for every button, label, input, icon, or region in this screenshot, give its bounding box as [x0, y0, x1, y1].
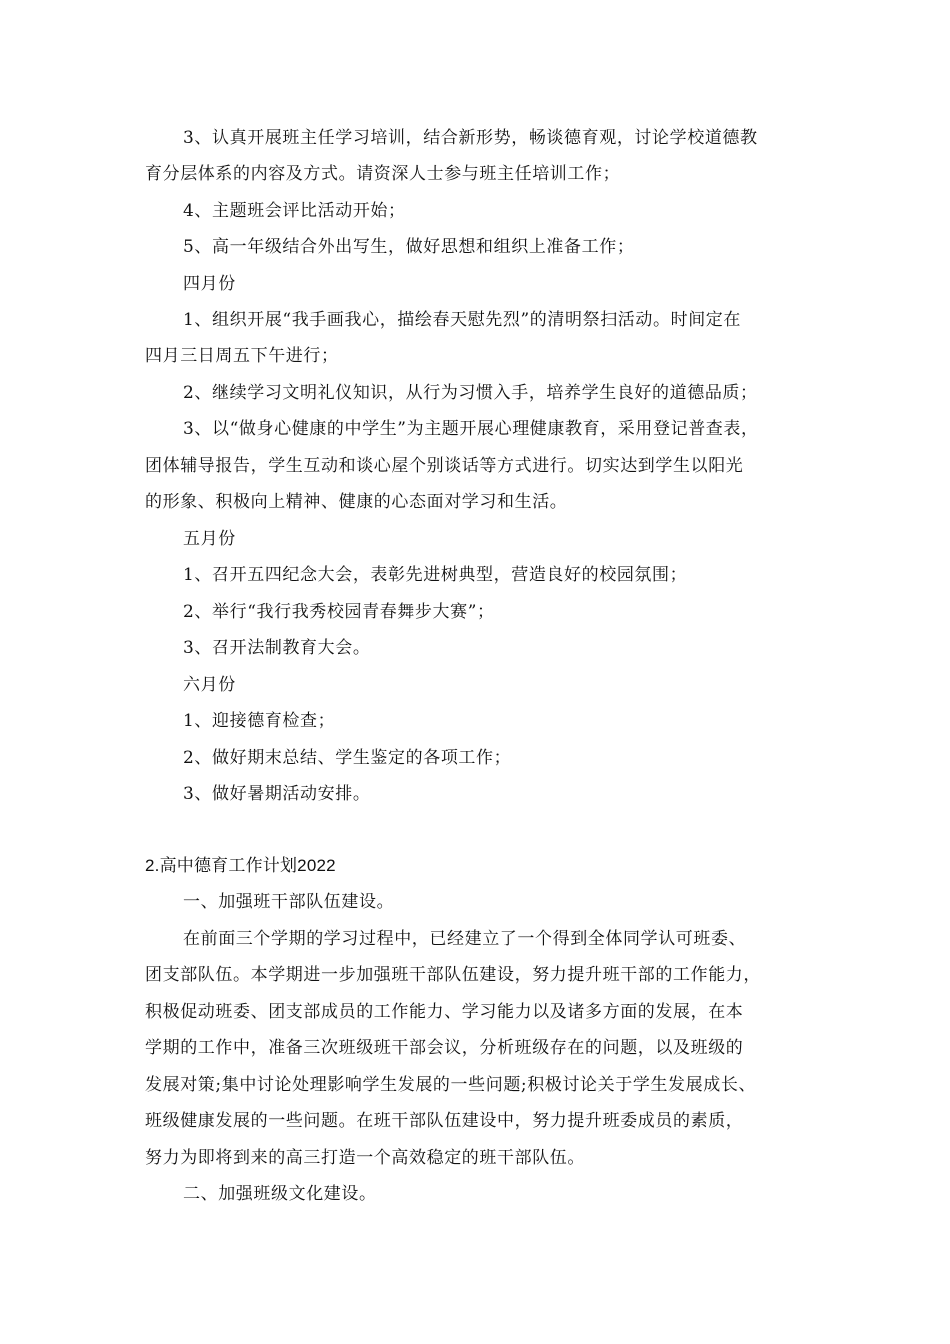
paragraph-line: 2、做好期末总结、学生鉴定的各项工作；	[183, 748, 512, 768]
paragraph-line: 1、迎接德育检查；	[183, 711, 336, 731]
paragraph-line: 育分层体系的内容及方式。请资深人士参与班主任培训工作；	[145, 164, 621, 184]
section-heading-may: 五月份	[183, 529, 236, 549]
paragraph-line: 2、继续学习文明礼仪知识，从行为习惯入手，培养学生良好的道德品质；	[183, 383, 758, 403]
paragraph-line: 积极促动班委、团支部成员的工作能力、学习能力以及诸多方面的发展，在本	[145, 1002, 744, 1022]
paragraph-line: 1、组织开展“我手画我心，描绘春天慰先烈”的清明祭扫活动。时间定在	[183, 310, 741, 330]
paragraph-line: 3、召开法制教育大会。	[183, 638, 371, 658]
paragraph-line: 团体辅导报告，学生互动和谈心屋个别谈话等方式进行。切实达到学生以阳光	[145, 456, 744, 476]
paragraph-line: 发展对策;集中讨论处理影响学生发展的一些问题;积极讨论关于学生发展成长、	[145, 1075, 757, 1095]
section-heading-april: 四月份	[183, 274, 236, 294]
paragraph-line: 3、以“做身心健康的中学生”为主题开展心理健康教育，采用登记普查表，	[183, 419, 759, 439]
paragraph-line: 的形象、积极向上精神、健康的心态面对学习和生活。	[145, 492, 568, 512]
paragraph-line: 学期的工作中，准备三次班级班干部会议，分析班级存在的问题，以及班级的	[145, 1038, 744, 1058]
paragraph-line: 班级健康发展的一些问题。在班干部队伍建设中，努力提升班委成员的素质，	[145, 1111, 744, 1131]
paragraph-line: 3、认真开展班主任学习培训，结合新形势，畅谈德育观，讨论学校道德教	[183, 128, 758, 148]
paragraph-line: 4、主题班会评比活动开始；	[183, 201, 406, 221]
paragraph-line: 3、做好暑期活动安排。	[183, 784, 371, 804]
paragraph-line: 团支部队伍。本学期进一步加强班干部队伍建设，努力提升班干部的工作能力，	[145, 965, 761, 985]
paragraph-line: 1、召开五四纪念大会，表彰先进树典型，营造良好的校园氛围；	[183, 565, 688, 585]
paragraph-line: 5、高一年级结合外出写生，做好思想和组织上准备工作；	[183, 237, 635, 257]
paragraph-line: 四月三日周五下午进行；	[145, 346, 339, 366]
section-heading-1: 一、加强班干部队伍建设。	[183, 892, 395, 912]
section-heading-2: 二、加强班级文化建设。	[183, 1184, 377, 1204]
paragraph-line: 努力为即将到来的高三打造一个高效稳定的班干部队伍。	[145, 1148, 585, 1168]
section-heading-june: 六月份	[183, 675, 236, 695]
document-subtitle: 2.高中德育工作计划2022	[145, 856, 336, 875]
paragraph-line: 2、举行“我行我秀校园青春舞步大赛”；	[183, 602, 495, 622]
paragraph-line: 在前面三个学期的学习过程中，已经建立了一个得到全体同学认可班委、	[183, 929, 747, 949]
